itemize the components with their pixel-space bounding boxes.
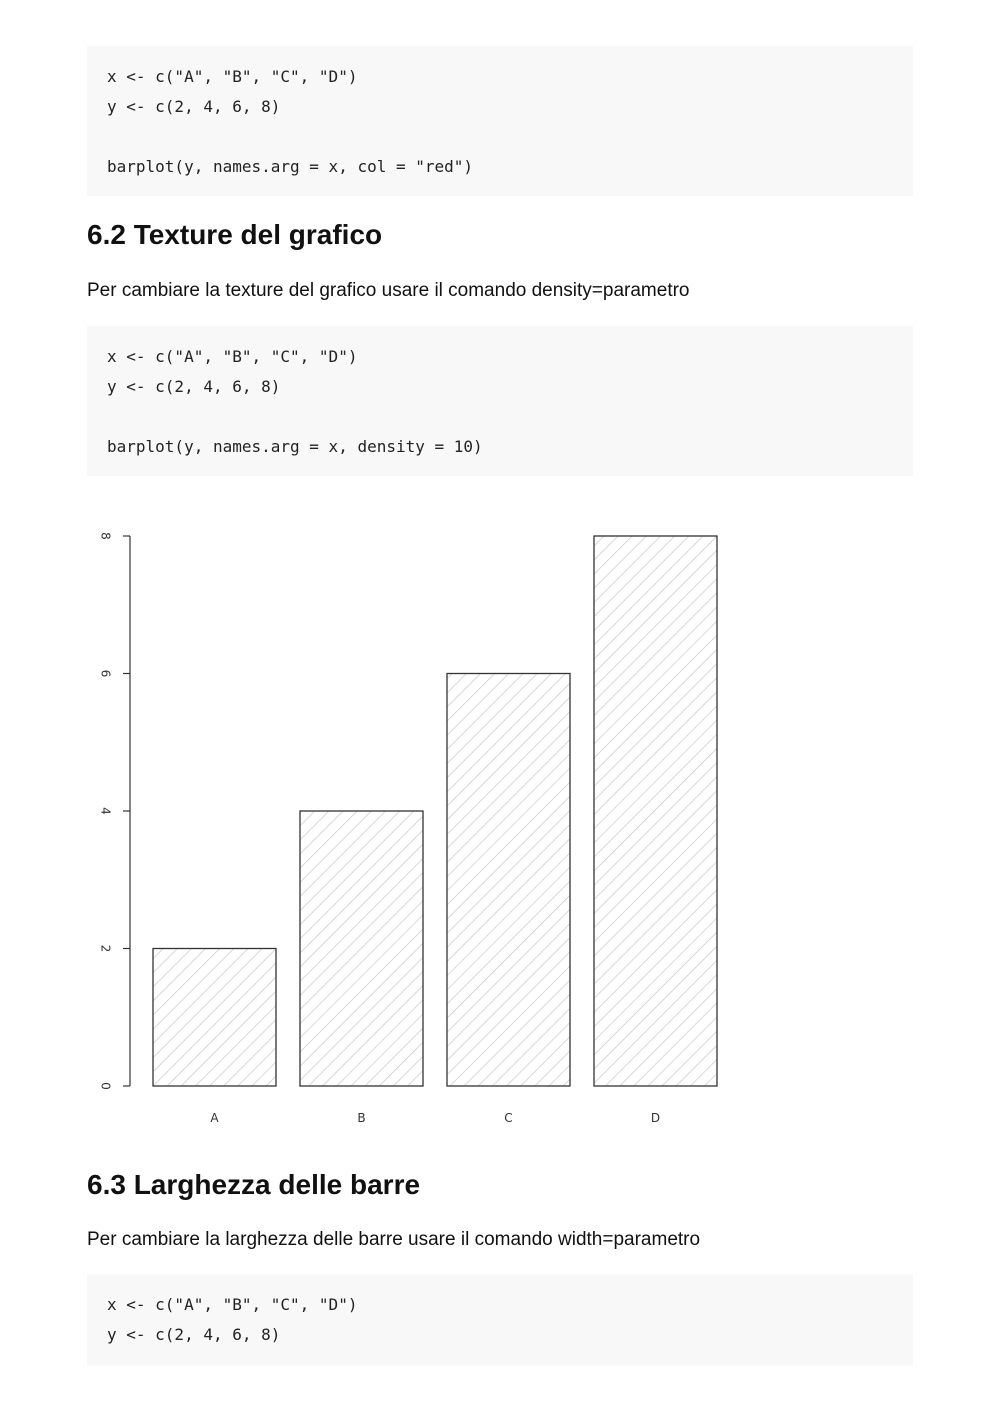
bar-C	[447, 674, 570, 1087]
x-tick-label: D	[650, 1111, 661, 1125]
bar-B	[300, 811, 423, 1086]
code-line: x <- c("A", "B", "C", "D")	[107, 1295, 358, 1314]
bars-group	[153, 536, 717, 1086]
section-heading-width: 6.3 Larghezza delle barre	[87, 1169, 421, 1200]
x-axis-labels	[210, 1111, 660, 1125]
x-tick-label: A	[210, 1111, 219, 1125]
y-tick-label: 4	[98, 807, 113, 815]
code-line-blank	[107, 122, 893, 152]
x-tick-label: C	[504, 1111, 513, 1125]
section-text-width: Per cambiare la larghezza delle barre usare il comando width=parametro	[87, 1229, 701, 1250]
section-heading-texture: 6.2 Texture del grafico	[87, 219, 383, 250]
y-tick-label: 6	[98, 669, 113, 678]
code-block-3	[87, 1274, 913, 1366]
code-line: barplot(y, names.arg = x, col = "red")	[107, 157, 474, 176]
section-text-texture: Per cambiare la texture del grafico usare il comando density=parametro	[87, 280, 690, 301]
y-axis	[99, 532, 131, 1090]
code-line: y <- c(2, 4, 6, 8)	[107, 377, 281, 396]
code-line: x <- c("A", "B", "C", "D")	[107, 67, 358, 86]
code-line: y <- c(2, 4, 6, 8)	[107, 1325, 281, 1344]
code-block-1	[87, 46, 913, 196]
x-tick-label: B	[357, 1111, 366, 1125]
barplot-chart	[87, 515, 747, 1140]
code-line: x <- c("A", "B", "C", "D")	[107, 347, 358, 366]
code-line: barplot(y, names.arg = x, density = 10)	[107, 437, 483, 456]
y-tick-label: 8	[98, 532, 113, 540]
code-block-2	[87, 326, 913, 476]
bar-A	[153, 949, 276, 1087]
code-line-blank	[107, 402, 893, 432]
code-line: y <- c(2, 4, 6, 8)	[107, 97, 281, 116]
y-tick-label: 2	[98, 944, 113, 953]
bar-D	[594, 536, 717, 1086]
y-tick-label: 0	[98, 1082, 113, 1090]
